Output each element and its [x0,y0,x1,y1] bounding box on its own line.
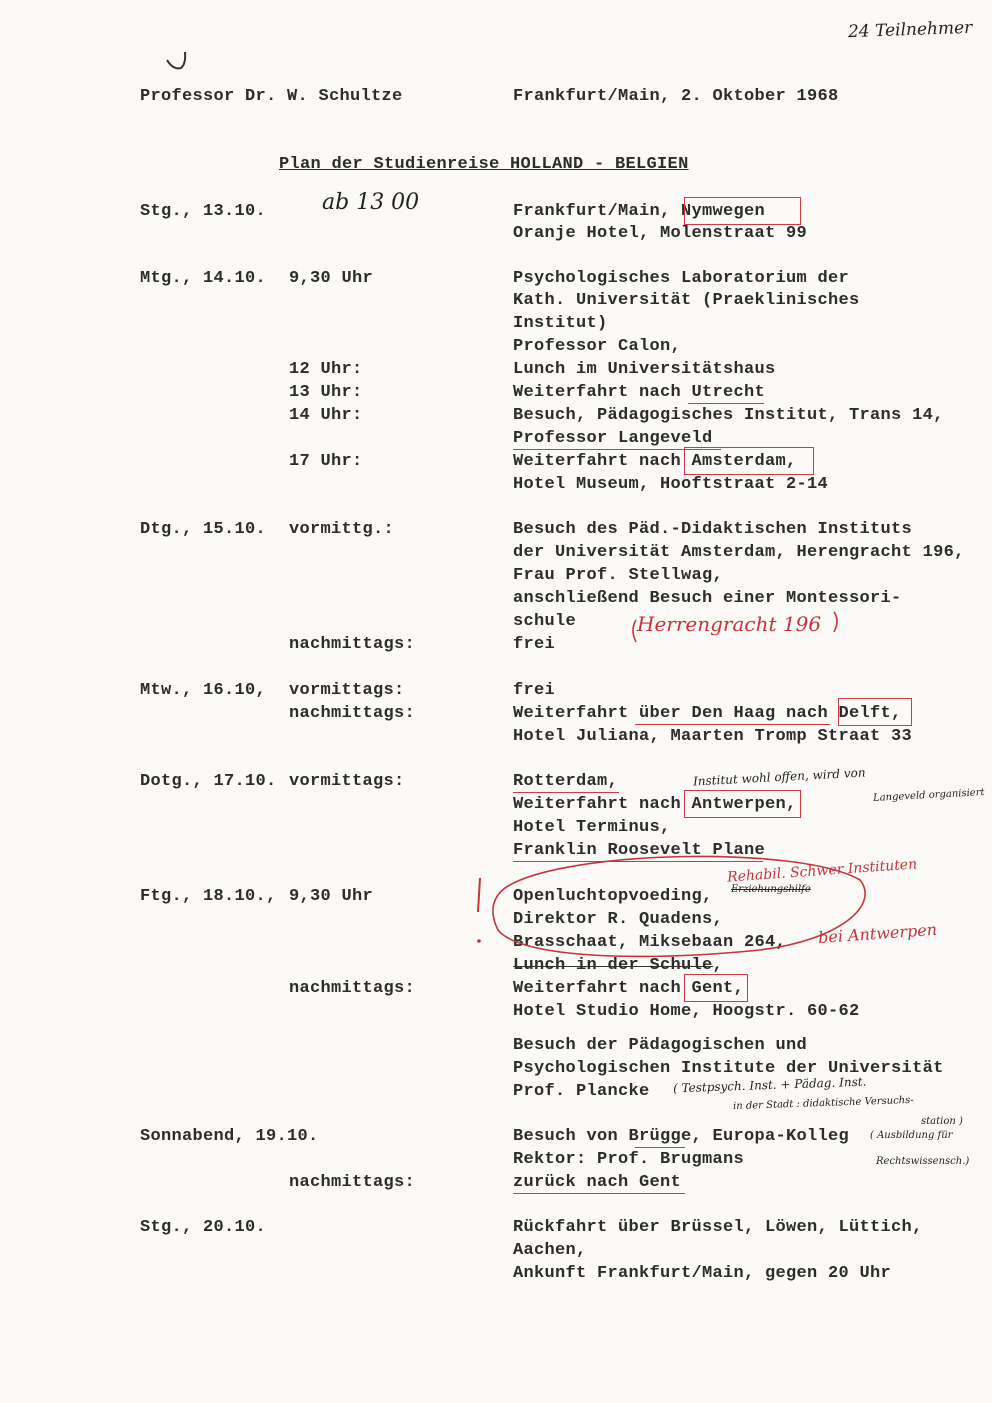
desc: Frankfurt/Main, Nymwegen [513,202,766,221]
day-dtg-15: Dtg., 15.10. [140,520,267,539]
annotation-rotterdam-1: Institut wohl offen, wird von [692,765,866,789]
desc: Rotterdam, [513,772,619,791]
desc: Besuch der Pädagogischen und [513,1036,808,1055]
time: 9,30 Uhr [289,887,374,906]
day-sonnabend-19: Sonnabend, 19.10. [140,1127,319,1146]
time: vormittags: [289,772,405,791]
desc: Professor Langeveld [513,429,713,448]
desc: frei [513,681,556,700]
desc: frei [513,635,556,654]
time: nachmittags: [289,635,416,654]
day-ftg-18: Ftg., 18.10., [140,887,277,906]
desc: Aachen, [513,1241,587,1260]
desc: schule [513,612,577,631]
author: Professor Dr. W. Schultze [140,87,403,106]
time: nachmittags: [289,979,416,998]
desc: Ankunft Frankfurt/Main, gegen 20 Uhr [513,1264,892,1283]
desc: Hotel Terminus, [513,818,671,837]
desc: Institut) [513,314,608,333]
desc: Professor Calon, [513,337,682,356]
desc: Besuch, Pädagogisches Institut, Trans 14, [513,406,944,425]
desc: Brasschaat, Miksebaan 264, [513,933,787,952]
annotation-europa-1: ( Ausbildung für [870,1130,953,1141]
desc: Openluchtopvoeding, [513,887,713,906]
desc: Lunch im Universitätshaus [513,360,776,379]
desc: Hotel Juliana, Maarten Tromp Straat 33 [513,727,913,746]
desc: der Universität Amsterdam, Herengracht 196, [513,543,965,562]
time: 9,30 Uhr [289,269,374,288]
desc: Weiterfahrt nach Amsterdam, [513,452,797,471]
desc: Oranje Hotel, Molenstraat 99 [513,224,808,243]
annotation-rotterdam-2: Langeveld organisiert [872,787,985,804]
desc: anschließend Besuch einer Montessori- [513,589,902,608]
annotation-plancke-3: station ) [921,1116,963,1127]
day-dotg-17: Dotg., 17.10. [140,772,277,791]
annotation-erziehungshilfe: Erziehungshilfe [731,884,811,895]
day-stg-20: Stg., 20.10. [140,1218,267,1237]
page-title: Plan der Studienreise HOLLAND - BELGIEN [279,155,689,174]
desc: Prof. Plancke [513,1082,650,1101]
desc: Frau Prof. Stellwag, [513,566,724,585]
time: vormittg.: [289,520,395,539]
desc: Besuch von Brügge, Europa-Kolleg [513,1127,850,1146]
desc: Besuch des Päd.-Didaktischen Instituts [513,520,913,539]
annotation-plancke-2: in der Stadt : didaktische Versuchs- [732,1094,914,1113]
day-mtg-14: Mtg., 14.10. [140,269,267,288]
time: nachmittags: [289,1173,416,1192]
time: 13 Uhr: [289,383,363,402]
time: 17 Uhr: [289,452,363,471]
annotation-herengracht: Herrengracht 196 [637,612,822,636]
desc: Hotel Museum, Hooftstraat 2-14 [513,475,829,494]
place-date: Frankfurt/Main, 2. Oktober 1968 [513,87,839,106]
annotation-ab-13: ab 13 00 [322,190,420,215]
desc: Rektor: Prof. Brugmans [513,1150,745,1169]
day-mtw-16: Mtw., 16.10, [140,681,267,700]
annotation-bei-antwerpen: bei Antwerpen [817,919,938,948]
desc: Rückfahrt über Brüssel, Löwen, Lüttich, [513,1218,923,1237]
time: nachmittags: [289,704,416,723]
desc: Weiterfahrt nach Utrecht [513,383,766,402]
desc: Psychologisches Laboratorium der [513,269,850,288]
desc: Weiterfahrt über Den Haag nach Delft, [513,704,902,723]
time: 12 Uhr: [289,360,363,379]
desc: Weiterfahrt nach Antwerpen, [513,795,797,814]
desc: Lunch in der Schule, [513,956,724,975]
desc: Direktor R. Quadens, [513,910,724,929]
desc: zurück nach Gent [513,1173,682,1192]
annotation-rehabil: Rehabil. Schwer Instituten [726,856,918,886]
time: vormittags: [289,681,405,700]
desc: Kath. Universität (Praeklinisches [513,291,860,310]
annotation-participants: 24 Teilnehmer [847,17,973,43]
annotation-europa-2: Rechtswissensch.) [876,1156,970,1167]
desc: Franklin Roosevelt Plane [513,841,766,860]
day-stg-13: Stg., 13.10. [140,202,267,221]
desc: Hotel Studio Home, Hoogstr. 60-62 [513,1002,860,1021]
desc: Psychologischen Institute der Universität [513,1059,944,1078]
annotation-plancke-1: ( Testpsych. Inst. + Pädag. Inst. [672,1074,867,1096]
desc: Weiterfahrt nach Gent, [513,979,745,998]
time: 14 Uhr: [289,406,363,425]
